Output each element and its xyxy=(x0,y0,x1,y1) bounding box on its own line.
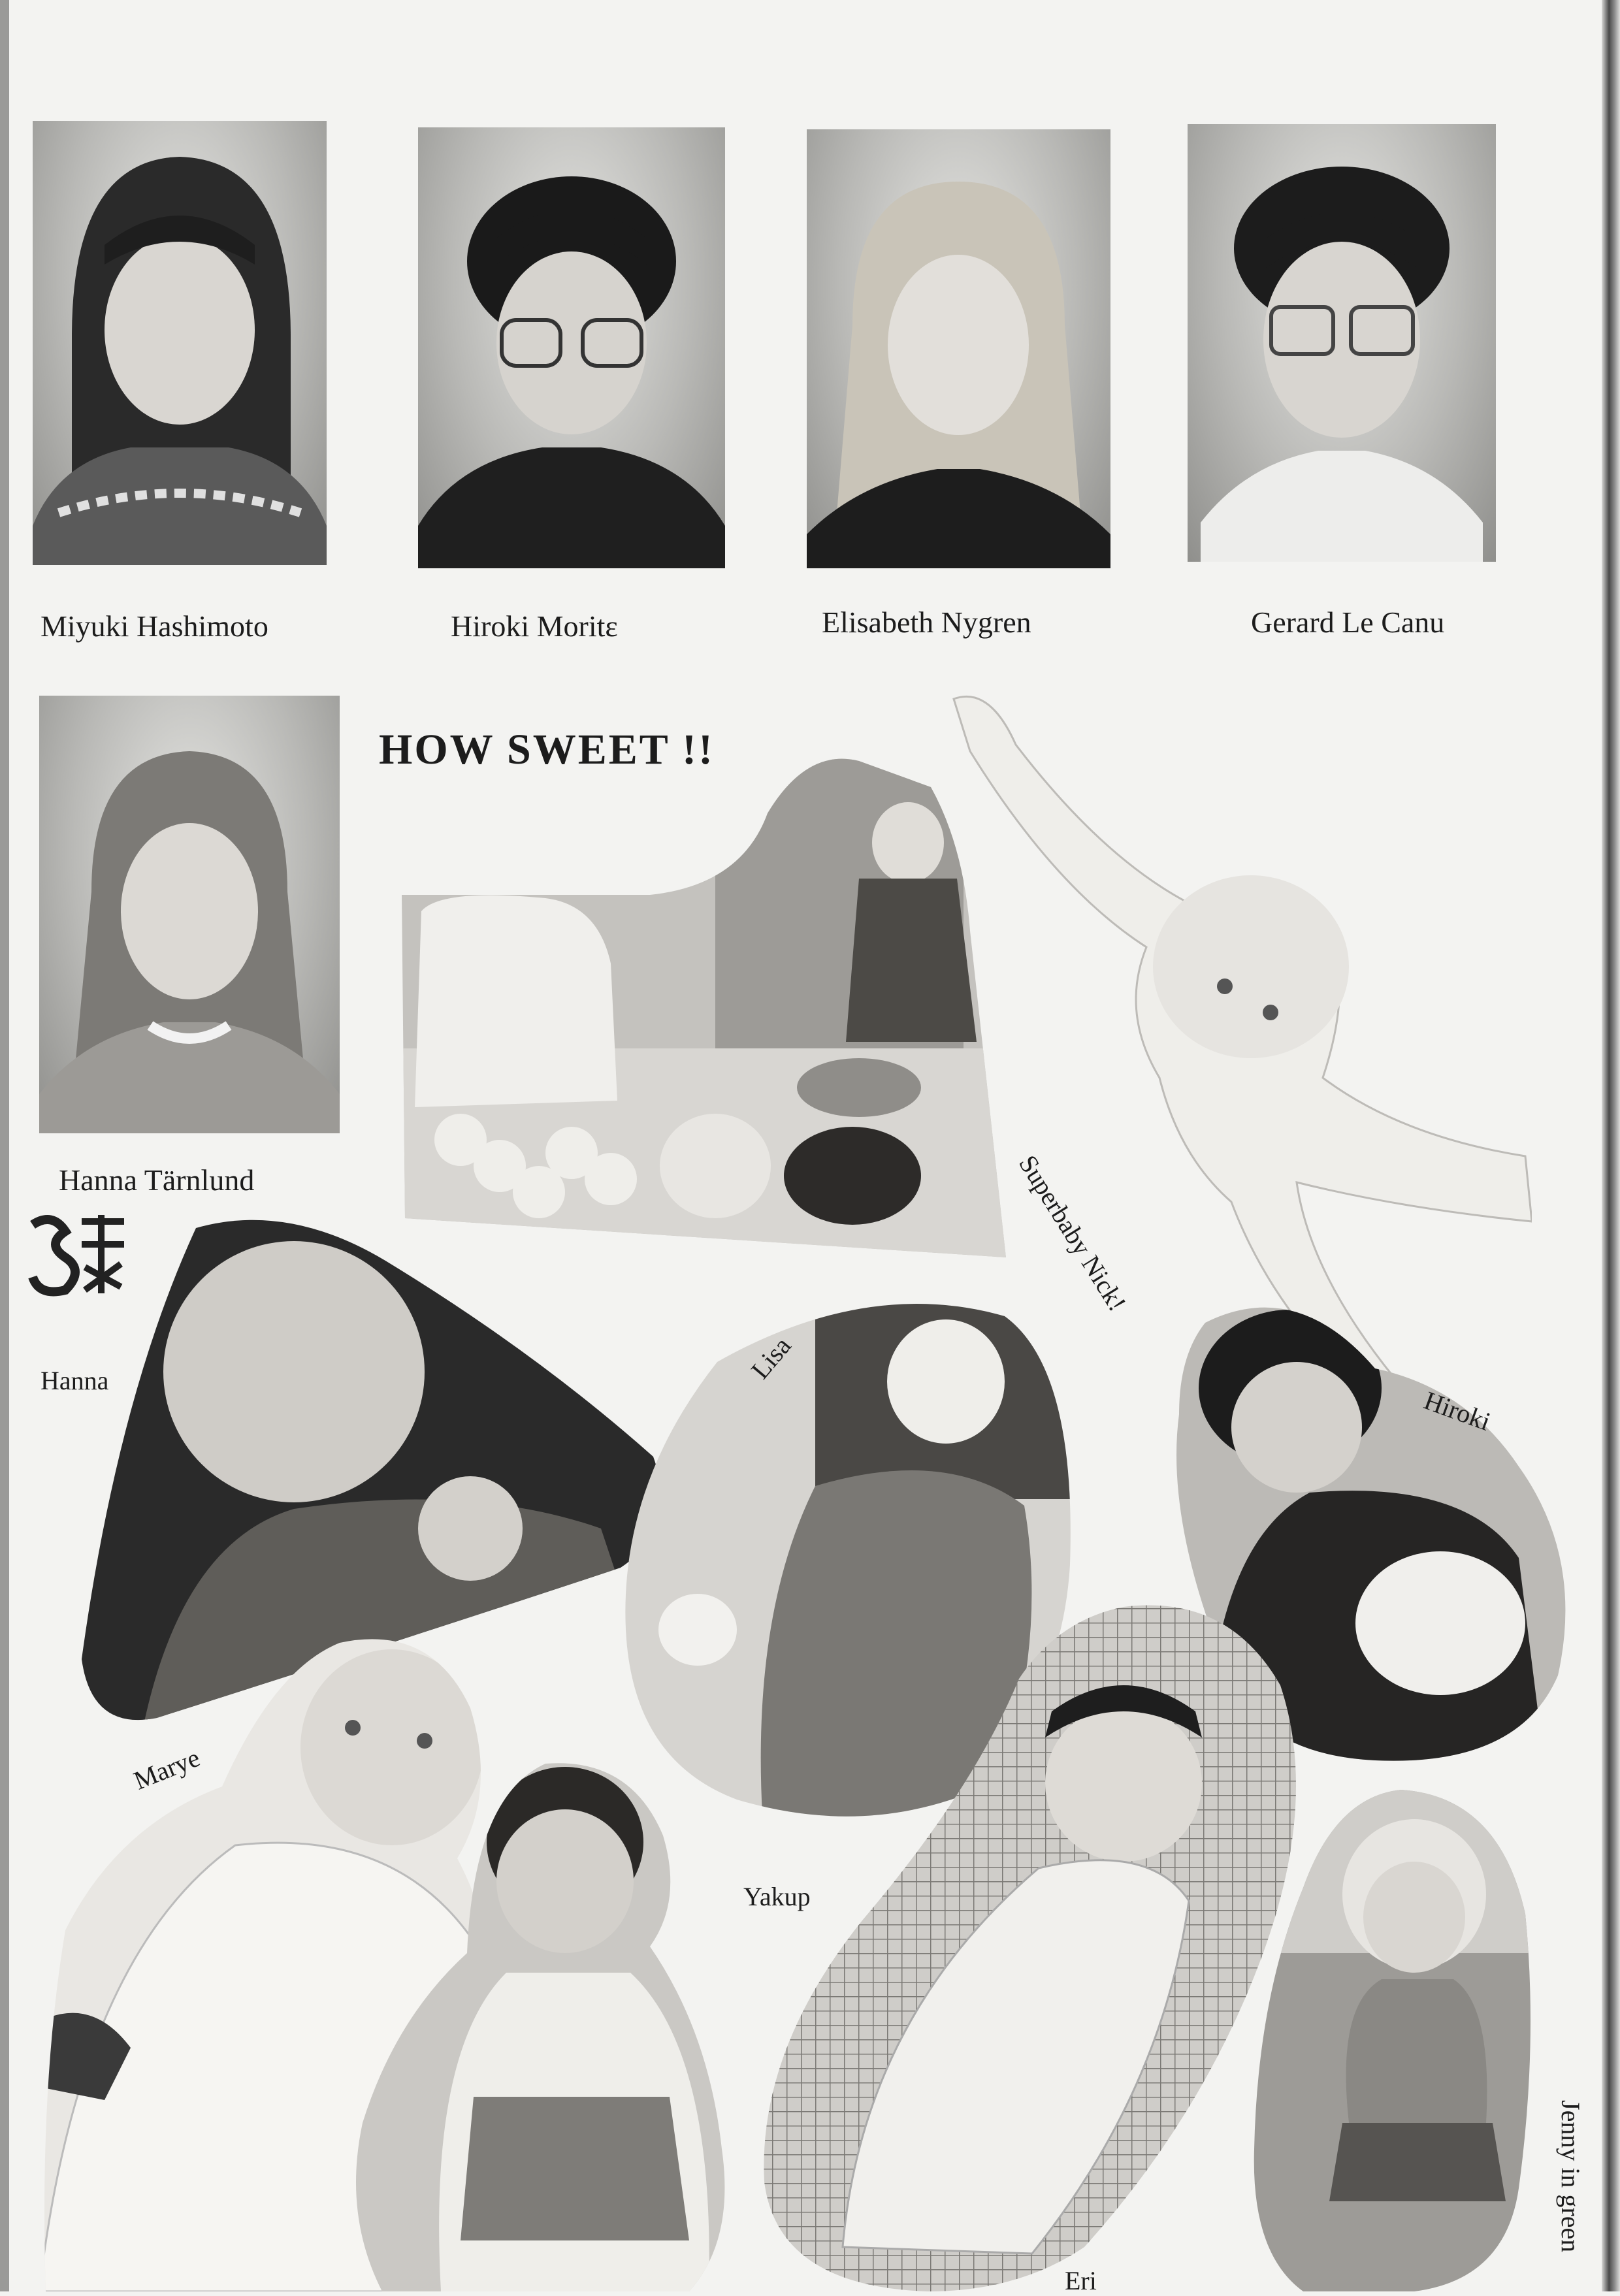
page-binding-edge xyxy=(1602,0,1620,2291)
portrait-elisabeth xyxy=(807,129,1110,568)
portrait-caption: Hanna Tärnlund xyxy=(59,1163,255,1197)
portrait-gerard xyxy=(1188,124,1496,562)
portrait-hiroki xyxy=(418,127,725,568)
photo-baby-yakup xyxy=(343,1757,735,2291)
label-lisa: Lisa xyxy=(745,1331,797,1385)
portrait-hanna xyxy=(39,696,340,1133)
portrait-caption: Hiroki Moritε xyxy=(451,609,618,643)
label-jenny: Jenny in green xyxy=(1556,2100,1585,2253)
photo-baby-eri xyxy=(758,1594,1306,2291)
photo-baby-jenny xyxy=(1251,1783,1538,2291)
label-hiroki: Hiroki xyxy=(1420,1385,1495,1436)
headline: HOW SWEET !! xyxy=(379,726,715,773)
photo-feast-table xyxy=(402,748,1006,1257)
portrait-caption: Elisabeth Nygren xyxy=(822,606,1031,639)
label-yakup: Yakup xyxy=(743,1882,811,1911)
portrait-caption: Miyuki Hashimoto xyxy=(40,609,268,643)
label-eri: Eri xyxy=(1065,2266,1097,2295)
portrait-miyuki xyxy=(33,121,327,565)
portrait-caption: Gerard Le Canu xyxy=(1251,606,1445,639)
label-superbaby-nick: Superbaby Nick! xyxy=(1012,1150,1133,1317)
label-marye: Marye xyxy=(129,1742,204,1796)
page-edge-left xyxy=(0,0,9,2291)
label-hanna: Hanna xyxy=(40,1366,109,1395)
